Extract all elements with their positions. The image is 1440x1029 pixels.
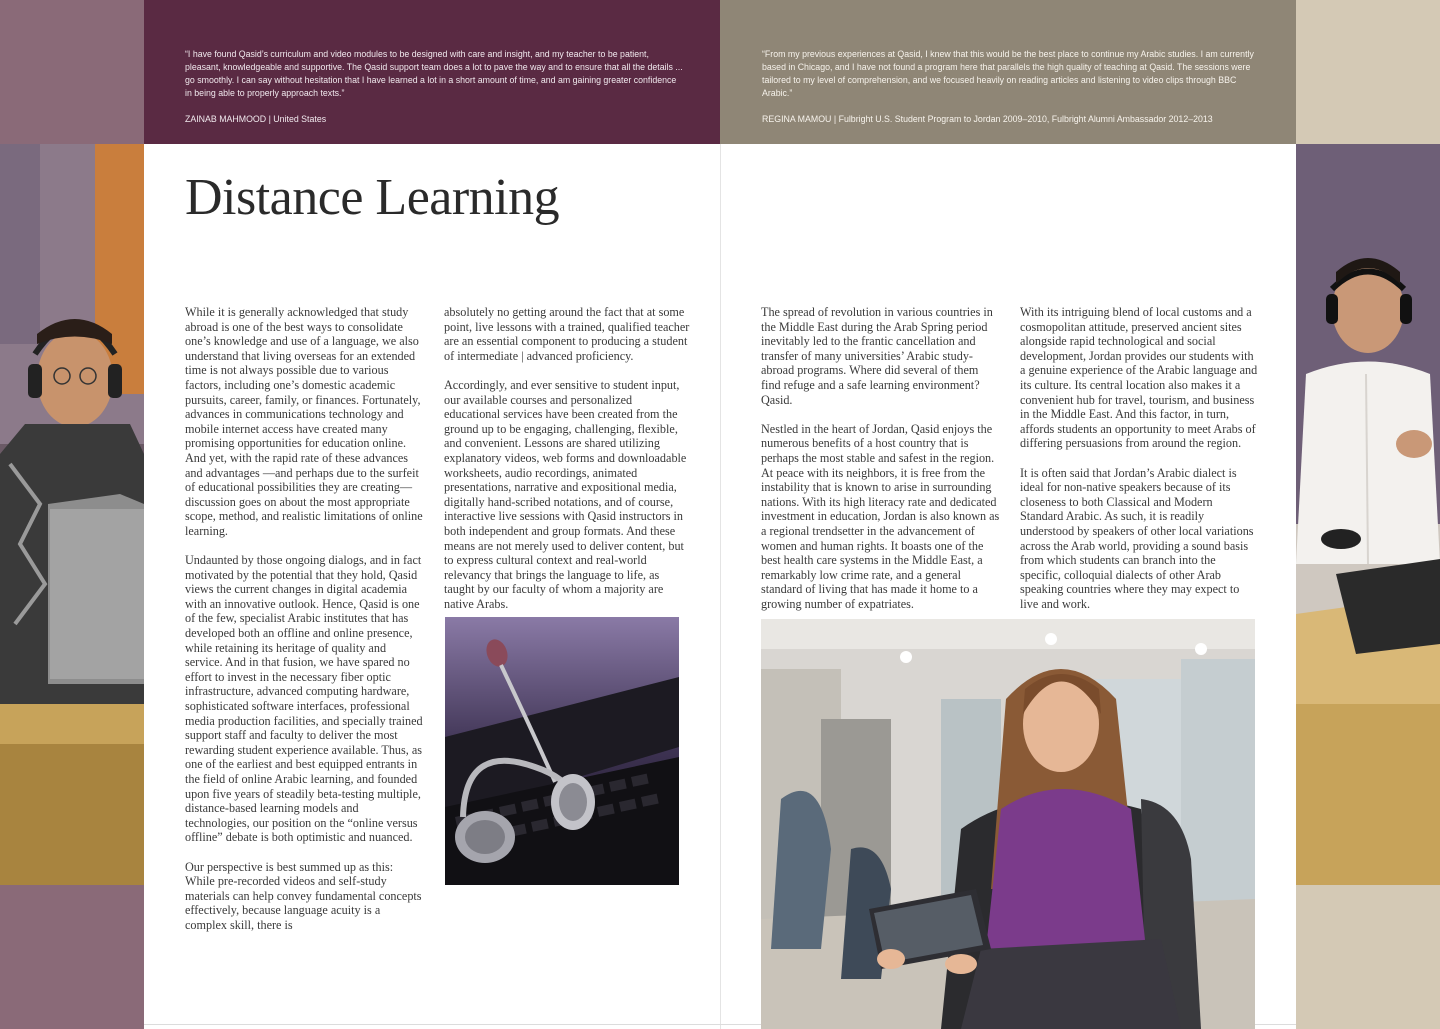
corner-block-right — [1296, 885, 1440, 1029]
header-band-left-edge — [0, 0, 144, 144]
page-gutter — [720, 144, 721, 1029]
paragraph: Our perspective is best summed up as this: While pre-recorded videos and self-study materials can help convey fundamental concepts effectively, because language acuity is a complex skill, there is — [185, 859, 422, 932]
paragraph: Nestled in the heart of Jordan, Qasid enjoys the numerous benefits of a host country that is perhaps the most stable and safest in the region. At peace with its neighbors, it is free from the instability that is known to arise in surrounding nations. With its high literacy rate and dedicated investment in education, Jordan is also known as a regional trendsetter in the advancement of women and human rights. It boasts one of the best health care systems in the Middle East, a remarkably low crime rate, and a general standard of living that has made it home to a growing number of expatriates. — [761, 421, 1000, 611]
paragraph: The spread of revolution in various countries in the Middle East during the Arab Spring period inevitably led to the frantic cancellation and transfer of many universities’ Arabic study-abroad programs. Where did several of them find refuge and a safe learning environment? Qasid. — [761, 305, 993, 407]
paragraph: With its intriguing blend of local customs and a cosmopolitan attitude, preserved ancient sites alongside rapid technological and social development, Jordan provides our students with a genuine experience of the Arabic language and its culture. Its central location also makes it a convenient hub for travel, tourism, and business in the Middle East. And this factor, in turn, affords students an opportunity to meet Arabs of differing persuasions from around the region. — [1020, 305, 1258, 451]
photo-student-laptop — [0, 144, 144, 885]
paragraph: Accordingly, and ever sensitive to student input, our available courses and personalized educational services have been created from the ground up to be engaging, challenging, flexible, and convenient. Lessons are shared utilizing explanatory videos, web forms and downloadable worksheets, audio recordings, animated presentations, narrative and expositional media, digitally hand-scribed notations, and of course, interactive live sessions with Qasid instructors in both independent and group formats. And these means are not merely used to deliver content, but to express cultural context and real-world relevancy that brings the language to life, as taught by our faculty of whom a majority are native Arabs. — [444, 377, 687, 611]
testimonial-attribution-left: ZAINAB MAHMOOD | United States — [185, 114, 327, 124]
paragraph: absolutely no getting around the fact that at some point, live lessons with a trained, qualified teacher are an essential component to producing a student of intermediate | advanced proficiency. — [444, 305, 690, 363]
paragraph: While it is generally acknowledged that study abroad is one of the best ways to consolidate one’s knowledge and use of a language, we also understand that living overseas for an extended time is not always possible due to various factors, including one’s domestic academic pursuits, career, family, or finances. Fortunately, advances in communications technology and mobile internet access have created many promising opportunities for education online. And yet, with the rapid rate of these advances and advantages —and perhaps due to the surfeit of educational possibilities they are creating—discussion goes on about the most appropriate scope, method, and realistic limitations of online learning. — [185, 305, 423, 538]
paragraph: Undaunted by those ongoing dialogs, and in fact motivated by the potential that they hold, Qasid views the current changes in digital academia with an innovative outlook. Hence, Qasid is one of the few, specialist Arabic institutes that has developed both an offline and online presence, while retaining its heritage of quality and service. And in that fusion, we have spared no effort to invest in the necessary fiber optic infrastructure, advanced computing hardware, sophisticated software interfaces, professional media production facilities, and specially trained support staff and faculty to deliver the most rewarding student experience available. Thus, as one of the earliest and best equipped entrants in the field of online Arabic learning, and founded upon five years of steadily beta-testing multiple, distance-based learning models and technologies, our position on the “online versus offline” debate is both optimistic and nuanced. — [185, 553, 423, 845]
testimonial-quote-right: “From my previous experiences at Qasid, I knew that this would be the best place to continue my Arabic studies. I am currently based in Chicago, and I have not found a program here that parallels the high quality of teaching at Qasid. The sessions were tailored to my level of comprehension, and we focused heavily on reading articles and listening to video clips through BBC Arabic.” — [762, 49, 1254, 98]
text-column-2 — [444, 305, 690, 626]
text-column-1 — [185, 305, 425, 947]
corner-block-left — [0, 885, 144, 1029]
header-band-right-edge — [1296, 0, 1440, 144]
text-column-3 — [761, 305, 1001, 626]
photo-headset-keyboard — [445, 617, 679, 885]
page-title: Distance Learning — [185, 169, 560, 226]
photo-student-tablet — [761, 619, 1255, 1029]
testimonial-quote-left: “I have found Qasid’s curriculum and video modules to be designed with care and insight, and my teacher to be patient, pleasant, knowledgeable and supportive. The Qasid support team does a lot to pave the way and to ensure that all the details ... go smoothly. I can say without hesitation that I have learned a lot in a short amount of time, and am gaining greater confidence in being able to properly approach texts.” — [185, 49, 683, 98]
paragraph: It is often said that Jordan’s Arabic dialect is ideal for non-native speakers because of its closeness to both Classical and Modern Standard Arabic. As such, it is readily understood by speakers of other local variations across the Arab world, providing a sound basis from which students can branch into the specific, colloquial dialects of other Arab speaking countries where they may expect to live and work. — [1020, 465, 1254, 611]
photo-instructor-headset — [1296, 144, 1440, 885]
testimonial-attribution-right: REGINA MAMOU | Fulbright U.S. Student Program to Jordan 2009–2010, Fulbright Alumni Ambassador 2012–2013 — [762, 114, 1213, 124]
text-column-4 — [1020, 305, 1258, 626]
